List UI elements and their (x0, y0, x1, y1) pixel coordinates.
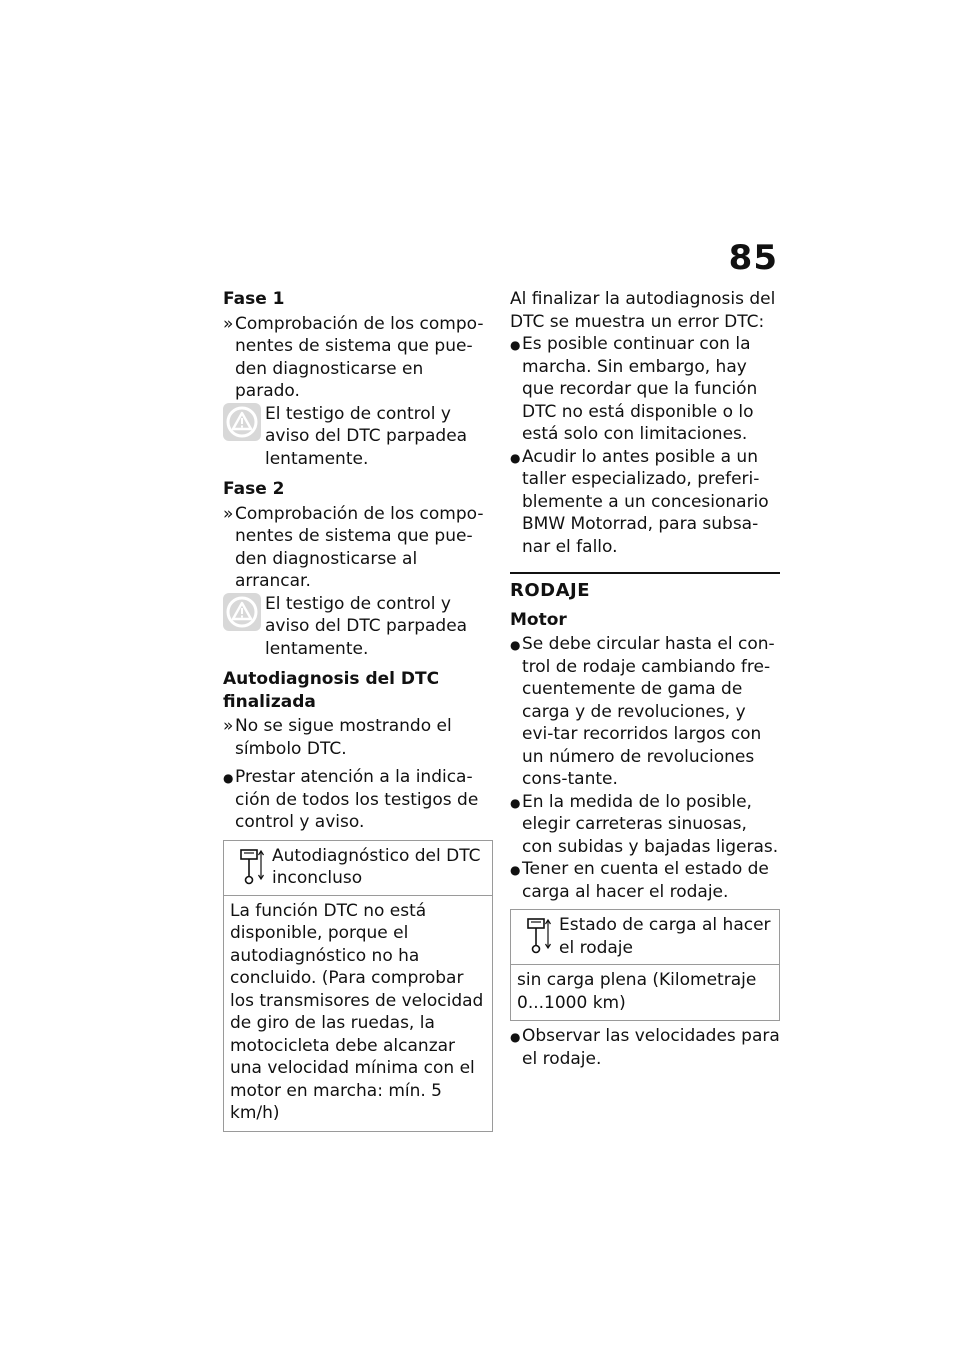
arrow-marker: » (223, 503, 234, 524)
bullet-marker: ● (510, 795, 521, 810)
arrow-marker: » (223, 313, 234, 334)
bullet-marker: ● (510, 638, 521, 652)
phase2-warning-text: El testigo de control y aviso del DTC parpadea lentamente. (265, 593, 468, 659)
bullet-marker: ● (223, 771, 234, 785)
running-in-bullet-load (510, 858, 780, 903)
dtc-info-box-body: La función DTC no está disponible, porque el autodiagnóstico no ha concluido. (Para comprobar los transmisores de velocidad de giro de las ruedas, la motocicleta debe alcanzar una velocidad mínima con el motor en marcha: mín. 5 km/h) (230, 900, 484, 1123)
load-info-box-header (511, 910, 779, 965)
phase2-warning (223, 593, 493, 661)
phase2-heading: Fase 2 (223, 479, 285, 499)
left-column (223, 288, 493, 1136)
running-in-bullet-speeds-text: Observar las velocidades para el rodaje. (522, 1026, 780, 1069)
diagnosis-finished-item (223, 715, 493, 760)
error-bullet-workshop-text: Acudir lo antes posible a un taller especializado, preferi-blemente a un concesionario BMW Motorrad, para subsa-nar el fallo. (522, 446, 769, 557)
running-in-bullet-load-text: Tener en cuenta el estado de carga al hacer el rodaje. (522, 859, 769, 902)
load-info-box-title: Estado de carga al hacer el rodaje (559, 915, 771, 958)
attention-text: Prestar atención a la indica-ción de todos los testigos de control y aviso. (235, 767, 479, 832)
arrow-marker: » (223, 716, 234, 736)
section-divider (510, 572, 780, 574)
running-in-bullet-speeds (510, 1025, 780, 1070)
error-bullet-continue (510, 333, 780, 446)
running-in-bullet-roads (510, 791, 780, 859)
running-in-bullet-control (510, 633, 780, 791)
motor-heading: Motor (510, 609, 567, 630)
error-bullet-continue-text: Es posible continuar con la marcha. Sin embargo, hay que recordar que la función DTC no está disponible o lo está solo con limitaciones. (522, 334, 758, 444)
warning-triangle-icon (223, 593, 261, 631)
error-bullet-workshop (510, 446, 780, 559)
phase2-result-text: Comprobación de los compo-nentes de sistema que pue-den diagnosticarse al arrancar. (235, 503, 484, 591)
diagnosis-finished-text: No se sigue mostrando el símbolo DTC. (235, 716, 452, 759)
diagnosis-finished-heading: Autodiagnosis del DTC finalizada (223, 669, 440, 712)
engine-piston-icon (525, 916, 551, 956)
section-title-rodaje: RODAJE (510, 580, 591, 601)
error-intro: Al finalizar la autodiagnosis del DTC se muestra un error DTC: (510, 289, 776, 332)
page-number: 85 (728, 238, 778, 278)
bullet-marker: ● (510, 338, 521, 352)
dtc-info-box-title: Autodiagnóstico del DTC inconcluso (272, 845, 481, 888)
bullet-marker: ● (510, 1030, 521, 1044)
load-info-box-body: sin carga plena (Kilometraje 0...1000 km) (517, 970, 757, 1013)
dtc-info-box-header (224, 841, 492, 896)
load-info-box (510, 909, 780, 1021)
phase1-warning (223, 403, 493, 471)
bullet-marker: ● (510, 863, 521, 877)
phase1-result-text: Comprobación de los compo-nentes de sistema que pue-den diagnosticarse en parado. (235, 313, 484, 401)
warning-triangle-icon (223, 403, 261, 441)
right-column (510, 288, 780, 1070)
phase1-warning-text: El testigo de control y aviso del DTC parpadea lentamente. (265, 403, 468, 469)
phase1-result-item (223, 313, 493, 403)
bullet-marker: ● (510, 450, 521, 465)
phase2-result-item (223, 503, 493, 593)
engine-piston-icon (238, 847, 264, 887)
phase1-heading: Fase 1 (223, 289, 285, 309)
running-in-bullet-roads-text: En la medida de lo posible, elegir carreteras sinuosas, con subidas y bajadas ligeras. (522, 791, 779, 857)
attention-bullet (223, 766, 493, 834)
running-in-bullet-control-text: Se debe circular hasta el con-trol de rodaje cambiando fre-cuentemente de gama de carga y de revoluciones, y evi-tar recorridos largos con un número de revoluciones cons-tante. (522, 634, 775, 789)
dtc-info-box (223, 840, 493, 1132)
